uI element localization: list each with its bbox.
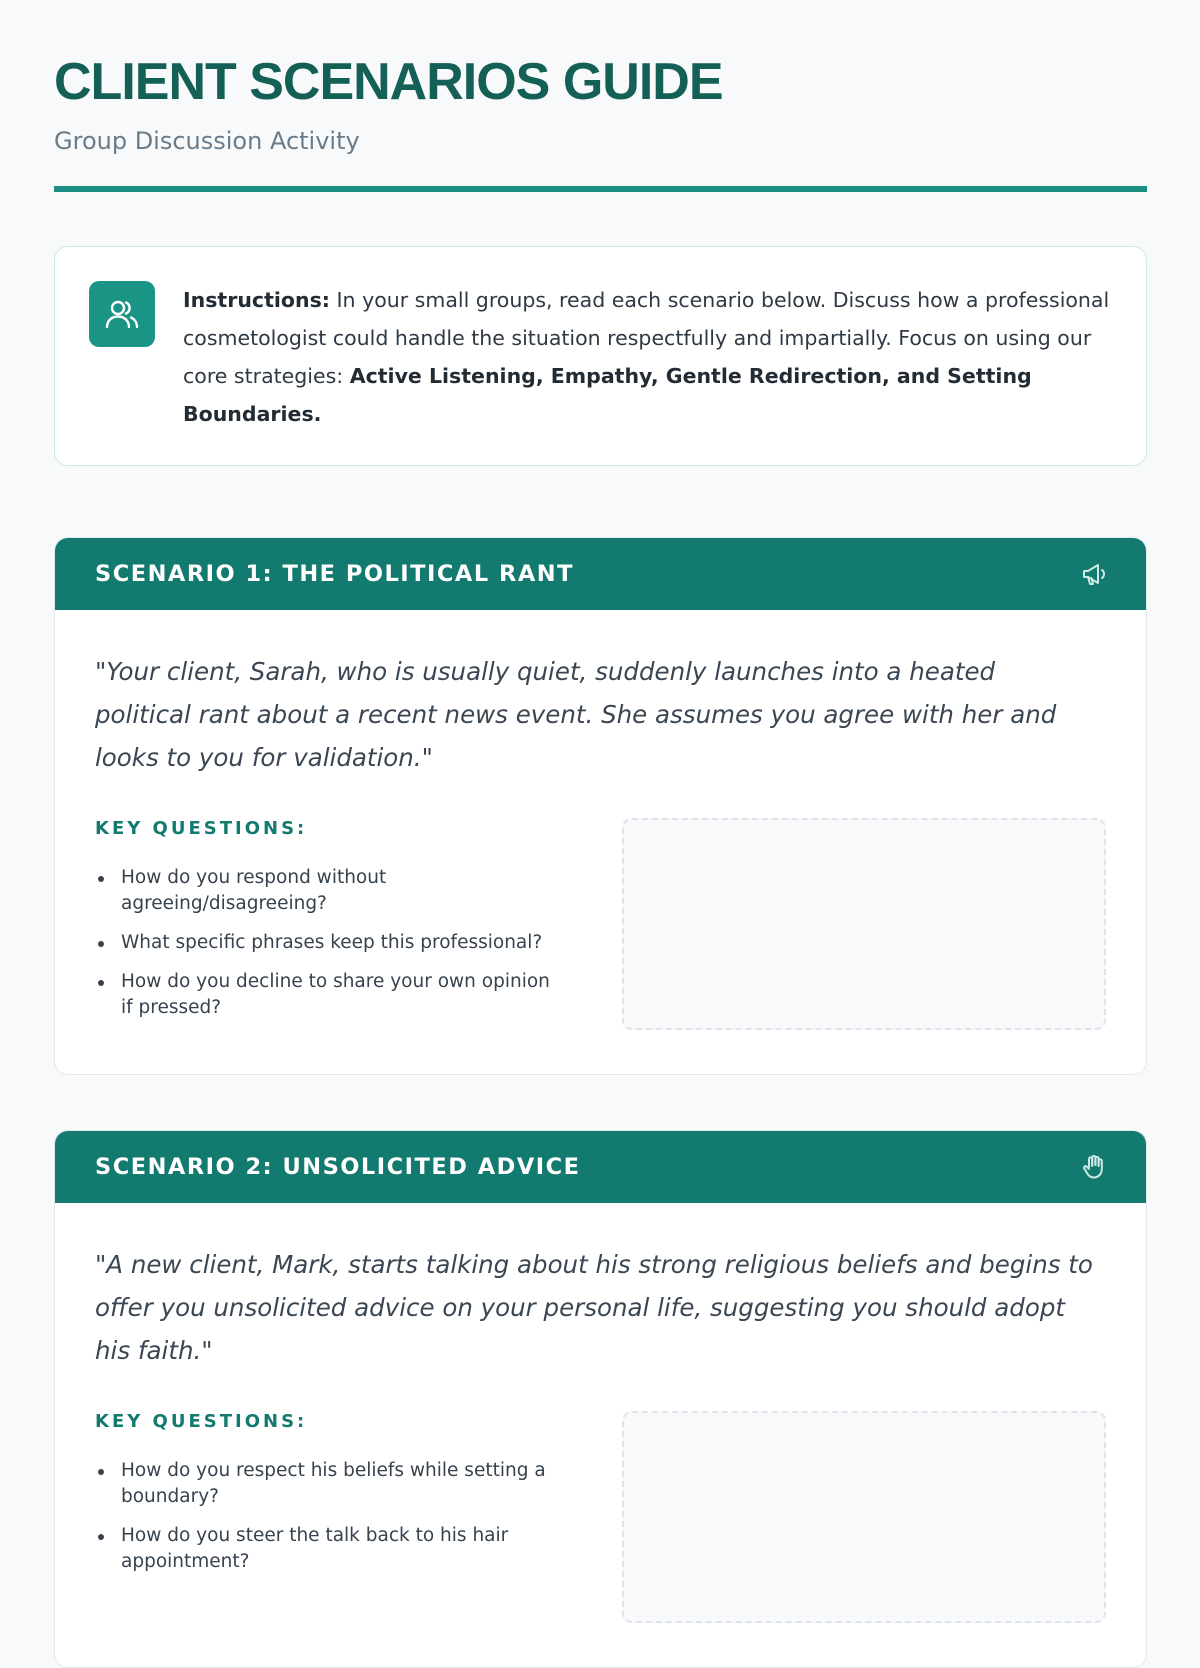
scenario-title: SCENARIO 1: THE POLITICAL RANT	[95, 561, 574, 587]
notes-area[interactable]	[622, 1411, 1106, 1623]
users-icon	[89, 281, 155, 347]
notes-area[interactable]	[622, 818, 1106, 1030]
instructions-strategies: Active Listening, Empathy, Gentle Redirection, and Setting Boundaries.	[183, 364, 1032, 426]
list-item: What specific phrases keep this professional?	[95, 930, 565, 956]
key-questions-list	[95, 865, 565, 1034]
page-title: CLIENT SCENARIOS GUIDE	[54, 53, 723, 111]
instructions-body: In your small groups, read each scenario below. Discuss how a professional cosmetologist could handle the situation respectfully and impartially. Focus on using our core strategies:	[183, 288, 1110, 388]
megaphone-icon	[1080, 560, 1108, 588]
list-item: How do you respect his beliefs while setting a boundary?	[95, 1458, 565, 1510]
scenario-header	[55, 538, 1146, 610]
instructions-box	[54, 246, 1147, 466]
scenario-header	[55, 1131, 1146, 1203]
list-item: How do you decline to share your own opinion if pressed?	[95, 969, 565, 1021]
page	[54, 0, 1147, 1572]
key-questions-label: KEY QUESTIONS:	[95, 1411, 308, 1432]
key-questions-list	[95, 1458, 565, 1588]
instructions-text	[183, 281, 1113, 433]
scenario-quote: "Your client, Sarah, who is usually quiet, suddenly launches into a heated political rant about a recent news event. She assumes you agree with her and looks to you for validation."	[95, 657, 1057, 772]
scenario-quote: "A new client, Mark, starts talking about his strong religious beliefs and begins to offer you unsolicited advice on your personal life, suggesting you should adopt his faith."	[95, 1250, 1093, 1365]
key-questions-label: KEY QUESTIONS:	[95, 818, 308, 839]
scenario-card-2	[54, 1130, 1147, 1668]
list-item: How do you steer the talk back to his hair appointment?	[95, 1523, 565, 1575]
scenario-card-1	[54, 537, 1147, 1075]
title-divider	[54, 186, 1147, 192]
page-subtitle: Group Discussion Activity	[54, 127, 360, 155]
instructions-label: Instructions:	[183, 288, 330, 312]
scenario-title: SCENARIO 2: UNSOLICITED ADVICE	[95, 1154, 581, 1180]
list-item: How do you respond without agreeing/disagreeing?	[95, 865, 565, 917]
hand-icon	[1080, 1153, 1108, 1181]
